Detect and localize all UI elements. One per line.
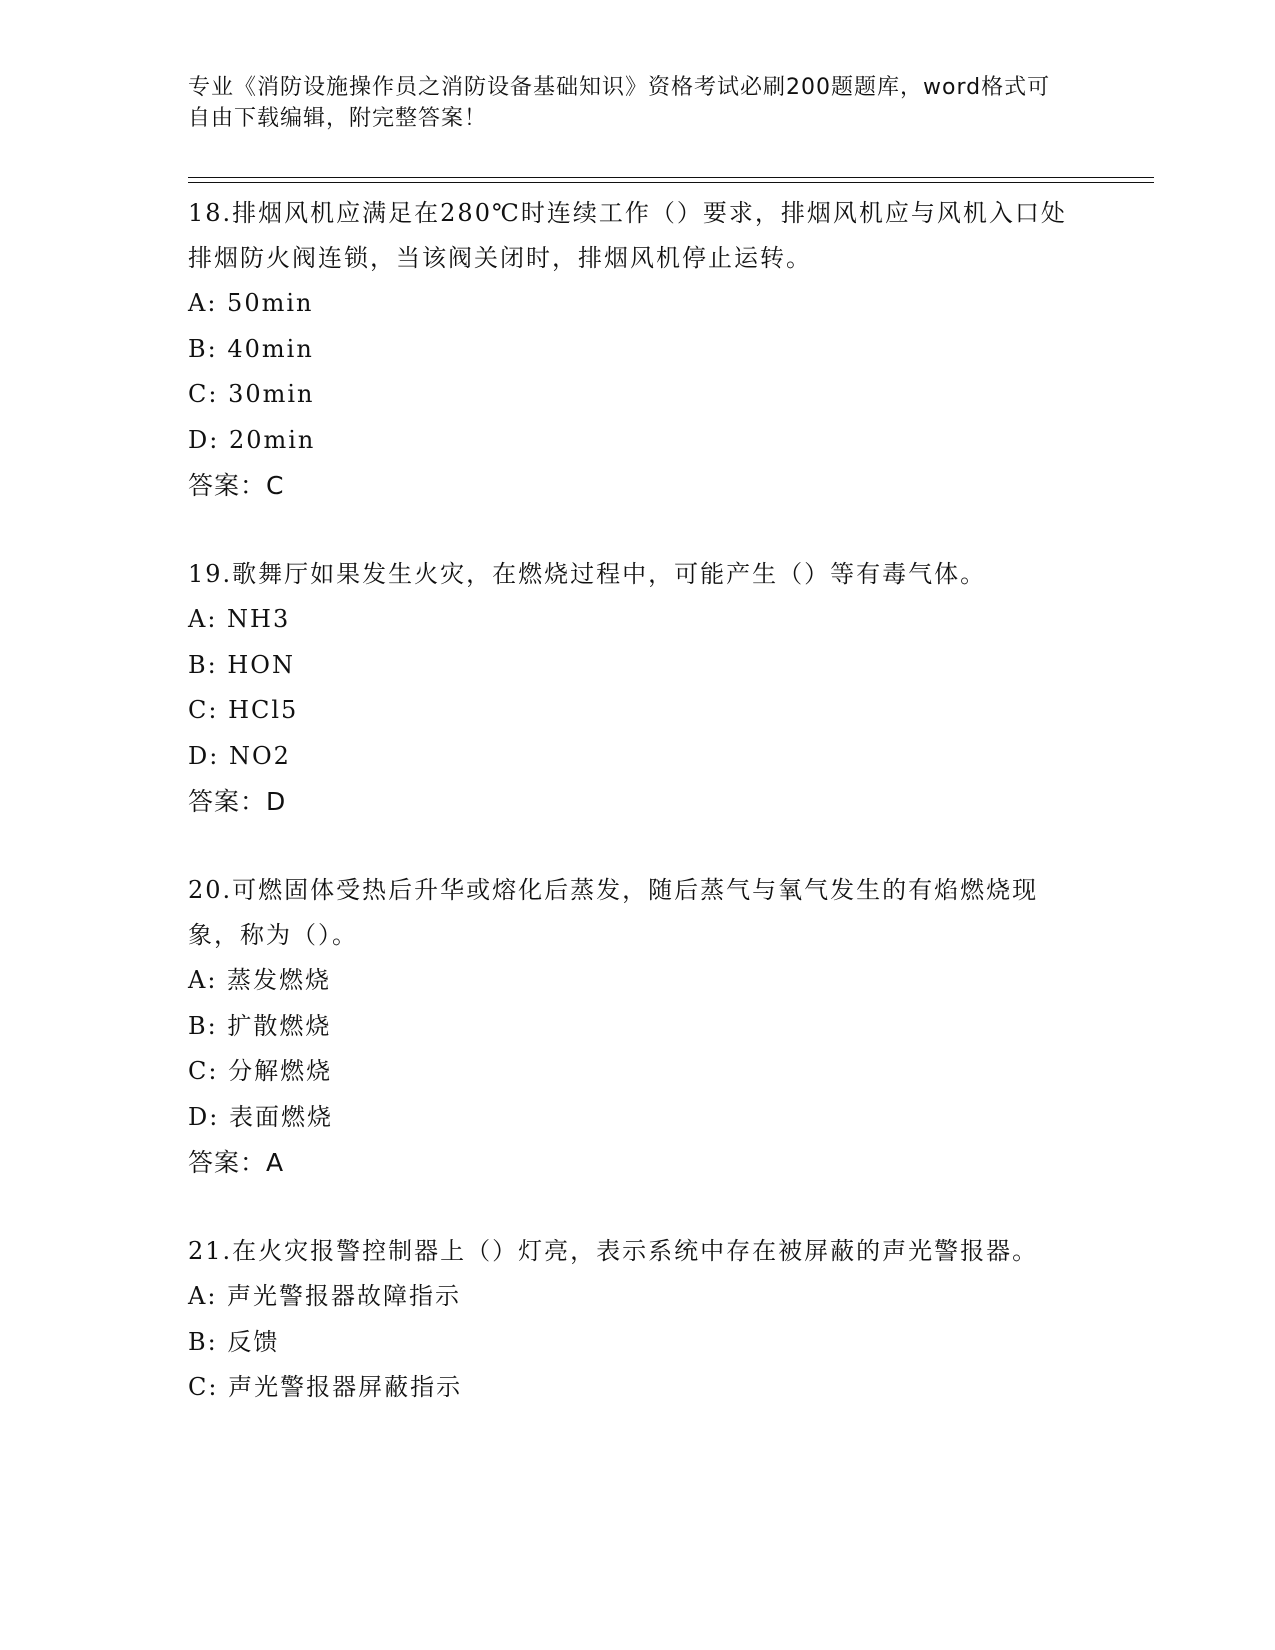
- option-d: D: 20min: [188, 425, 316, 454]
- option-a: A: 声光警报器故障指示: [188, 1282, 462, 1310]
- answer-text: 答案：C: [188, 471, 285, 500]
- question-text: 20.可燃固体受热后升华或熔化后蒸发，随后蒸气与氧气发生的有焰燃烧现象，称为（）。: [188, 876, 1039, 949]
- option-c: C: 声光警报器屏蔽指示: [188, 1373, 463, 1401]
- option-d: D: NO2: [188, 741, 291, 770]
- header-divider-bottom: [188, 182, 1154, 183]
- document-header: 专业《消防设施操作员之消防设备基础知识》资格考试必刷200题题库，word格式可自由下载编辑，附完整答案！: [188, 75, 1051, 131]
- question-21: [188, 1229, 1068, 1411]
- option-d: D: 表面燃烧: [188, 1102, 333, 1131]
- option-b: B: HON: [188, 650, 295, 679]
- answer-text: 答案：A: [188, 1148, 285, 1177]
- option-b: B: 40min: [188, 334, 314, 363]
- option-c: C: 分解燃烧: [188, 1057, 333, 1085]
- option-b: B: 反馈: [188, 1327, 280, 1356]
- option-c: C: 30min: [188, 380, 315, 408]
- option-a: A: 50min: [188, 289, 314, 317]
- question-19: [188, 552, 1068, 824]
- question-18: [188, 191, 1068, 508]
- answer-text: 答案：D: [188, 787, 287, 816]
- header-divider-top: [188, 177, 1154, 178]
- option-c: C: HCl5: [188, 696, 299, 724]
- option-a: A: 蒸发燃烧: [188, 966, 332, 994]
- option-a: A: NH3: [188, 605, 291, 633]
- option-b: B: 扩散燃烧: [188, 1011, 332, 1040]
- question-text: 21.在火灾报警控制器上（）灯亮，表示系统中存在被屏蔽的声光警报器。: [188, 1237, 1039, 1265]
- question-list: [188, 191, 1068, 1455]
- question-text: 18.排烟风机应满足在280℃时连续工作（）要求，排烟风机应与风机入口处排烟防火阀连锁，当该阀关闭时，排烟风机停止运转。: [188, 199, 1067, 272]
- question-text: 19.歌舞厅如果发生火灾，在燃烧过程中，可能产生（）等有毒气体。: [188, 560, 987, 588]
- question-20: [188, 868, 1068, 1185]
